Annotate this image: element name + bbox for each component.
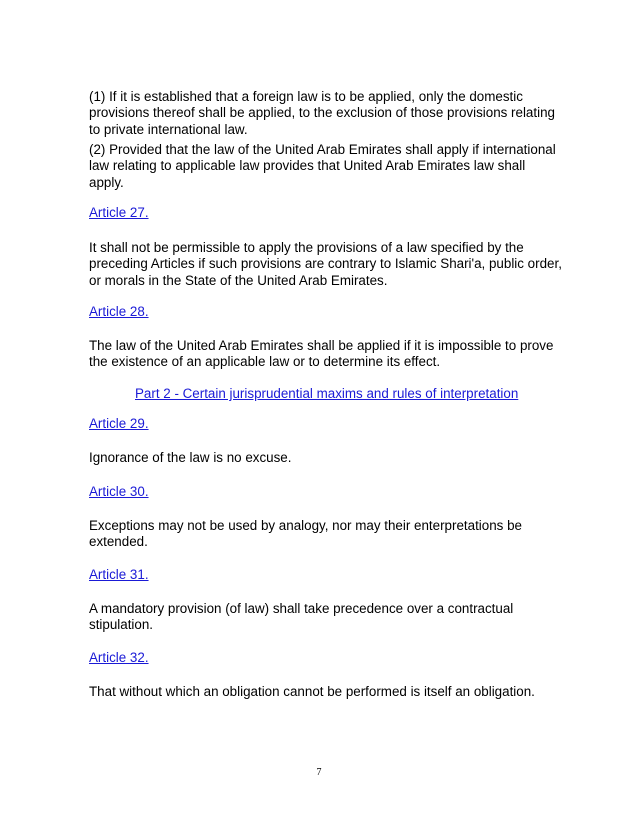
article-32-text: [89, 684, 549, 700]
text-line: or morals in the State of the United Arab Emirates.: [89, 272, 388, 288]
text-line: It shall not be permissible to apply the provisions of a law specified by the: [89, 240, 524, 255]
text-line: provisions thereof shall be applied, to the exclusion of those provisions relating: [89, 105, 555, 121]
text-line: (2) Provided that the law of the United Arab Emirates shall apply if international: [89, 142, 556, 157]
article-32-link[interactable]: Article 32.: [89, 650, 149, 665]
text-line: extended.: [89, 534, 148, 550]
article-27-text: [89, 240, 562, 289]
article-28-text: [89, 338, 554, 371]
text-line: the existence of an applicable law or to determine its effect.: [89, 354, 441, 370]
article-28-heading: [89, 304, 149, 320]
paragraph-1: [89, 89, 555, 138]
text-line: stipulation.: [89, 617, 154, 633]
article-27-heading: [89, 205, 149, 221]
article-31-heading: [89, 567, 149, 583]
part-2-link[interactable]: Part 2 - Certain jurisprudential maxims and rules of interpretation: [135, 386, 519, 401]
text-line: The law of the United Arab Emirates shall be applied if it is impossible to prove: [89, 338, 554, 353]
article-29-heading: [89, 416, 149, 432]
text-line: apply.: [89, 174, 124, 190]
article-28-link[interactable]: Article 28.: [89, 304, 149, 319]
page-number: 7: [316, 767, 322, 778]
article-29-text: [89, 450, 549, 466]
article-29-link[interactable]: Article 29.: [89, 416, 149, 431]
article-30-text: [89, 518, 549, 551]
text-line: Exceptions may not be used by analogy, nor may their enterpretations be: [89, 518, 522, 533]
article-31-link[interactable]: Article 31.: [89, 567, 149, 582]
text-line: That without which an obligation cannot be performed is itself an obligation.: [89, 684, 535, 699]
article-30-heading: [89, 484, 149, 500]
article-27-link[interactable]: Article 27.: [89, 205, 149, 220]
text-line: Ignorance of the law is no excuse.: [89, 450, 292, 465]
article-30-link[interactable]: Article 30.: [89, 484, 149, 499]
paragraph-2: [89, 142, 556, 191]
text-line: law relating to applicable law provides that United Arab Emirates law shall: [89, 158, 526, 174]
article-31-text: [89, 601, 549, 634]
article-32-heading: [89, 650, 149, 666]
text-line: A mandatory provision (of law) shall take precedence over a contractual: [89, 601, 514, 616]
text-line: preceding Articles if such provisions are contrary to Islamic Shari'a, public order,: [89, 256, 562, 272]
part-2-heading: [135, 386, 518, 402]
text-line: (1) If it is established that a foreign law is to be applied, only the domestic: [89, 89, 523, 104]
text-line: to private international law.: [89, 121, 248, 137]
